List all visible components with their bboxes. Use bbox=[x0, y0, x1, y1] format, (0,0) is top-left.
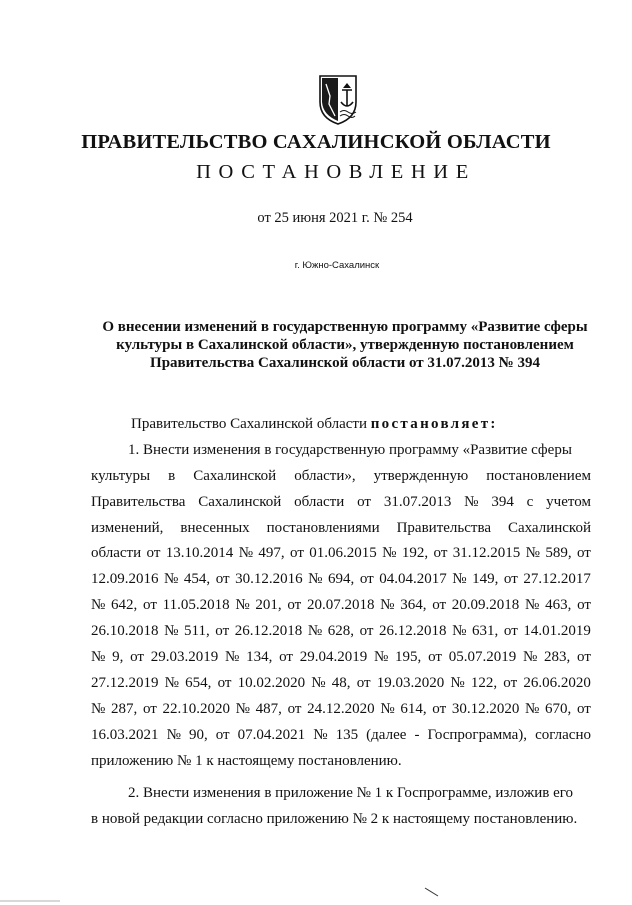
word: 287, bbox=[111, 700, 138, 717]
item-1-justified-lines bbox=[91, 464, 591, 749]
item-1-first-line: 1. Внести изменения в государственную программу «Развитие сферы bbox=[128, 441, 572, 458]
word: от bbox=[503, 571, 518, 588]
word: 90, bbox=[188, 726, 208, 743]
word: 201, bbox=[255, 597, 282, 614]
word: от bbox=[279, 649, 293, 666]
word: от bbox=[503, 623, 518, 640]
word: № bbox=[313, 726, 328, 743]
document-date-number: от 25 июня 2021 г. № 254 bbox=[257, 210, 413, 226]
word: 30.12.2020 bbox=[451, 700, 520, 717]
word: № bbox=[164, 571, 179, 588]
word: от bbox=[433, 545, 448, 562]
word: Сахалинской bbox=[198, 493, 282, 510]
word: от bbox=[359, 623, 374, 640]
word: постановлениями bbox=[266, 519, 380, 536]
word: области», bbox=[294, 467, 356, 484]
word: культуры bbox=[91, 467, 151, 484]
word: 26.12.2018 bbox=[379, 623, 447, 640]
word: Сахалинской bbox=[193, 467, 277, 484]
word: от bbox=[142, 700, 157, 717]
organization-name: ПРАВИТЕЛЬСТВО САХАЛИНСКОЙ ОБЛАСТИ bbox=[81, 131, 551, 153]
word: 589, bbox=[545, 545, 572, 562]
document-body bbox=[91, 412, 591, 833]
word: постановлением bbox=[486, 467, 591, 484]
word: № bbox=[525, 700, 540, 717]
word: от bbox=[215, 726, 230, 743]
word: 27.12.2017 bbox=[523, 571, 591, 588]
word: от bbox=[356, 674, 371, 691]
word: № bbox=[235, 597, 250, 614]
word: № bbox=[522, 649, 538, 666]
word: от bbox=[428, 649, 442, 666]
item-1-line bbox=[91, 619, 591, 645]
word: 497, bbox=[258, 545, 285, 562]
word: 31.07.2013 bbox=[383, 493, 452, 510]
word: согласно bbox=[535, 726, 591, 743]
title-line: Правительства Сахалинской области от 31.07.2013 № 394 bbox=[150, 355, 540, 371]
word: № bbox=[164, 623, 179, 640]
word: 19.03.2020 bbox=[376, 674, 445, 691]
word: 134, bbox=[246, 649, 273, 666]
word: изменений, bbox=[91, 519, 164, 536]
word: 01.06.2015 bbox=[309, 545, 377, 562]
word: 642, bbox=[111, 597, 138, 614]
document-title bbox=[100, 318, 590, 372]
word: 27.12.2019 bbox=[91, 674, 159, 691]
document-city: г. Южно-Сахалинск bbox=[294, 260, 380, 271]
word: от bbox=[287, 597, 302, 614]
word: - bbox=[414, 726, 420, 743]
word: № bbox=[164, 674, 179, 691]
word: от bbox=[146, 545, 161, 562]
word: от bbox=[143, 597, 157, 614]
preamble bbox=[91, 412, 591, 438]
word: 487, bbox=[255, 700, 282, 717]
word: внесенных bbox=[180, 519, 250, 536]
word: 24.12.2020 bbox=[307, 700, 375, 717]
word: Правительства bbox=[91, 493, 186, 510]
item-2-last-line: в новой редакции согласно приложению № 2 к настоящему постановлению. bbox=[91, 811, 578, 828]
word: 29.04.2019 bbox=[299, 649, 368, 666]
word: 463, bbox=[545, 597, 572, 614]
word: утвержденную bbox=[373, 467, 469, 484]
word: от bbox=[577, 545, 591, 562]
word: № bbox=[235, 700, 250, 717]
word: № bbox=[452, 571, 467, 588]
word: от bbox=[130, 649, 144, 666]
word: 20.07.2018 bbox=[306, 597, 375, 614]
word: учетом bbox=[546, 493, 591, 510]
word: № bbox=[307, 623, 323, 640]
word: 07.04.2021 bbox=[237, 726, 306, 743]
word: № bbox=[238, 545, 253, 562]
item-1-line bbox=[91, 645, 591, 671]
word: 26.06.2020 bbox=[523, 674, 591, 691]
item-1-last-line: приложению № 1 к настоящему постановлению. bbox=[91, 752, 402, 769]
word: 149, bbox=[472, 571, 499, 588]
word: от bbox=[215, 571, 230, 588]
word: № bbox=[525, 597, 540, 614]
word: 628, bbox=[327, 623, 354, 640]
word: 05.07.2019 bbox=[448, 649, 517, 666]
word: от bbox=[432, 700, 447, 717]
item-1-line bbox=[91, 697, 591, 723]
word: 694, bbox=[328, 571, 355, 588]
word: 26.12.2018 bbox=[234, 623, 303, 640]
word: № bbox=[452, 623, 467, 640]
word: № bbox=[311, 674, 326, 691]
word: от bbox=[432, 597, 447, 614]
word: № bbox=[450, 674, 465, 691]
item-1-line bbox=[91, 567, 591, 593]
word: Госпрограмма), bbox=[427, 726, 528, 743]
word: от bbox=[217, 674, 232, 691]
item-1-line bbox=[91, 516, 591, 542]
word: № bbox=[308, 571, 323, 588]
word: с bbox=[526, 493, 534, 510]
word: в bbox=[168, 467, 176, 484]
word: № bbox=[382, 545, 397, 562]
word: 13.10.2014 bbox=[165, 545, 234, 562]
scan-artifacts bbox=[0, 885, 632, 905]
word: от bbox=[215, 623, 230, 640]
word: 394 bbox=[491, 493, 514, 510]
word: от bbox=[577, 649, 591, 666]
word: Правительства bbox=[396, 519, 491, 536]
word: 614, bbox=[400, 700, 427, 717]
word: № bbox=[91, 649, 106, 666]
word: 10.02.2020 bbox=[237, 674, 306, 691]
item-1-line bbox=[91, 464, 591, 490]
word: № bbox=[380, 700, 395, 717]
word: 20.09.2018 bbox=[451, 597, 520, 614]
item-2-first-line: 2. Внести изменения в приложение № 1 к Госпрограмме, изложив его bbox=[128, 785, 574, 802]
word: № bbox=[166, 726, 181, 743]
word: 30.12.2016 bbox=[235, 571, 303, 588]
word: 195, bbox=[395, 649, 422, 666]
word: 631, bbox=[472, 623, 499, 640]
word: 11.05.2018 bbox=[162, 597, 230, 614]
word: (далее bbox=[366, 726, 407, 743]
item-1-line bbox=[91, 723, 591, 749]
word: № bbox=[91, 700, 106, 717]
word: 9, bbox=[112, 649, 124, 666]
item-1-line bbox=[91, 593, 591, 619]
word: от bbox=[357, 493, 371, 510]
word: № bbox=[91, 597, 106, 614]
word: области bbox=[91, 545, 142, 562]
word: 135 bbox=[335, 726, 359, 743]
word: № bbox=[224, 649, 240, 666]
word: области bbox=[294, 493, 345, 510]
word: 29.03.2019 bbox=[150, 649, 219, 666]
word: № bbox=[464, 493, 479, 510]
word: от bbox=[576, 700, 591, 717]
word: № bbox=[525, 545, 540, 562]
word: 22.10.2020 bbox=[162, 700, 230, 717]
word: 14.01.2019 bbox=[523, 623, 591, 640]
word: Сахалинской bbox=[507, 519, 591, 536]
word: 122, bbox=[470, 674, 498, 691]
word: 12.09.2016 bbox=[91, 571, 159, 588]
word: 31.12.2015 bbox=[452, 545, 521, 562]
word: № bbox=[380, 597, 395, 614]
word: 26.10.2018 bbox=[91, 623, 159, 640]
word: от bbox=[287, 700, 302, 717]
word: 192, bbox=[401, 545, 429, 562]
word: 04.04.2017 bbox=[379, 571, 447, 588]
word: 48, bbox=[331, 674, 351, 691]
preamble-text: Правительство Сахалинской области bbox=[131, 416, 367, 432]
item-1-line bbox=[91, 490, 591, 516]
coat-of-arms-emblem bbox=[316, 72, 360, 126]
item-1-line bbox=[91, 671, 591, 697]
title-line: О внесении изменений в государственную программу «Развитие сферы bbox=[102, 319, 588, 335]
word: 16.03.2021 bbox=[91, 726, 159, 743]
title-line: культуры в Сахалинской области», утвержденную постановлением bbox=[116, 337, 574, 353]
word: № bbox=[373, 649, 389, 666]
word: 454, bbox=[183, 571, 211, 588]
preamble-verb: постановляет: bbox=[370, 416, 498, 432]
word: от bbox=[577, 597, 591, 614]
document-type: ПОСТАНОВЛЕНИЕ bbox=[196, 161, 476, 183]
word: 364, bbox=[400, 597, 427, 614]
word: 511, bbox=[184, 623, 210, 640]
word: 670, bbox=[545, 700, 572, 717]
word: 283, bbox=[544, 649, 571, 666]
word: от bbox=[290, 545, 304, 562]
word: от bbox=[503, 674, 518, 691]
item-1-line bbox=[91, 541, 591, 567]
word: 654, bbox=[185, 674, 212, 691]
word: от bbox=[359, 571, 374, 588]
